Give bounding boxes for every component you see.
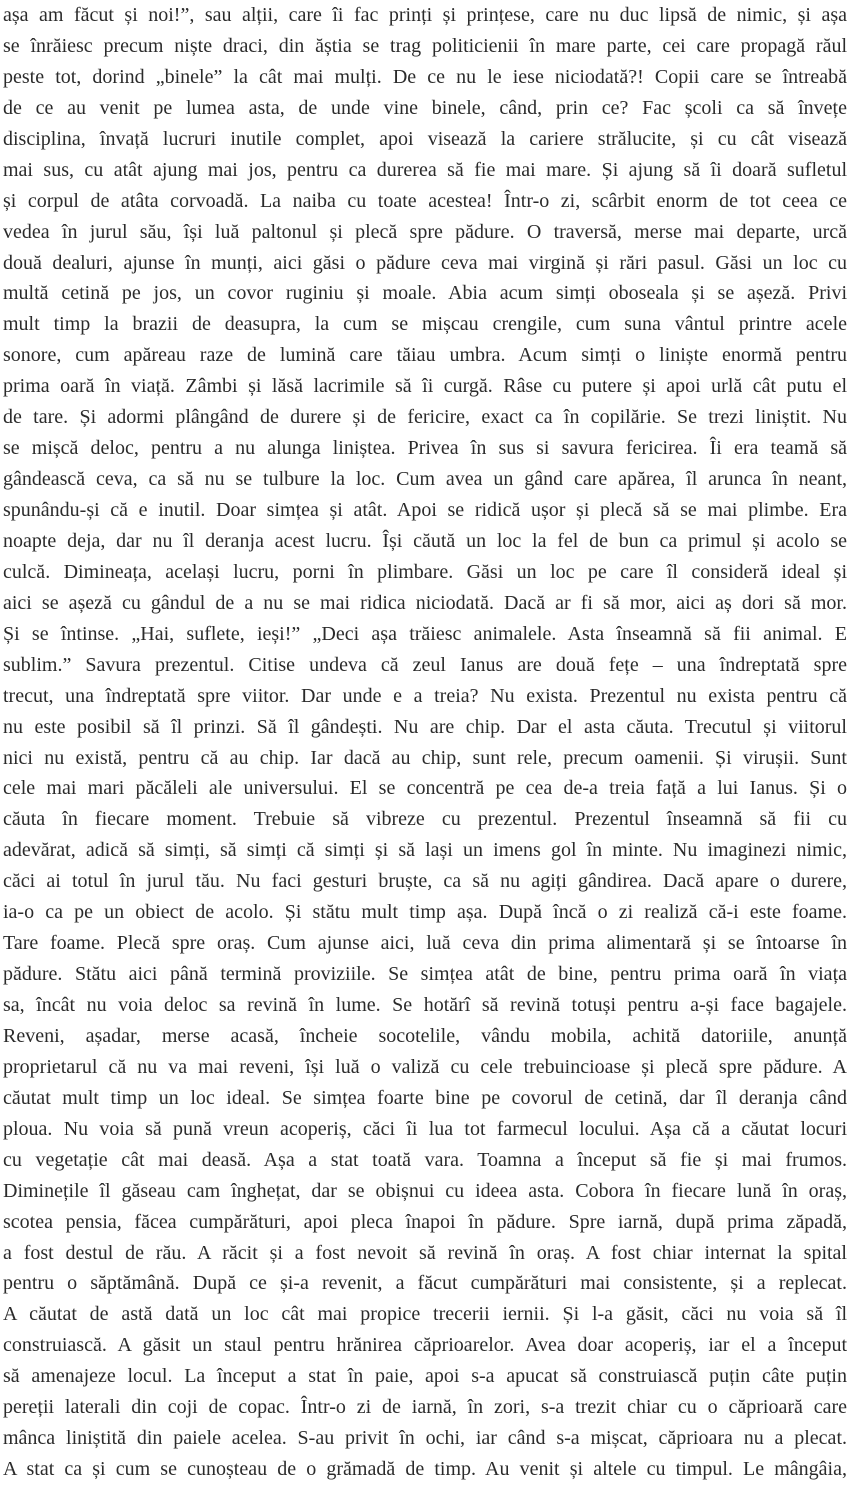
text-line: culcă. Dimineața, același lucru, porni în plimbare. Găsi un loc pe care îl consideră ideal și xyxy=(3,560,847,583)
text-line: sa, încât nu voia deloc sa revină în lume. Se hotărî să revină totuși pentru a-și face bagajele. xyxy=(3,994,847,1016)
text-line: construiască. A găsit un staul pentru hrănirea căprioarelor. Avea doar acoperiș, iar el a început xyxy=(3,1334,847,1357)
text-line: noapte deja, dar nu îl deranja acest lucru. Își căută un loc la fel de bun ca primul și acolo se xyxy=(3,529,847,552)
body-text xyxy=(3,0,847,1485)
text-line: vedea în jurul său, își luă paltonul și plecă spre pădure. O traversă, merse mai departe, urcă xyxy=(3,220,847,243)
text-line: căuta în fiecare moment. Trebuie să vibreze cu prezentul. Prezentul înseamnă să fii cu xyxy=(3,808,847,831)
text-line: ploua. Nu voia să pună vreun acoperiș, căci îi lua tot farmecul locului. Așa că a căutat locuri xyxy=(3,1117,847,1140)
text-line: cele mai mari păcăleli ale universului. El se concentră pe cea de-a treia față a lui Ianus. Și o xyxy=(3,777,847,800)
text-line: A căutat de astă dată un loc cât mai propice trecerii iernii. Și l-a găsit, căci nu voia să îl xyxy=(3,1303,847,1326)
text-line: ia-o ca pe un obiect de acolo. Și stătu mult timp așa. După încă o zi realiză că-i este foame. xyxy=(3,901,847,924)
text-line: căci ai totul în jurul tău. Nu faci gesturi bruște, ca să nu agiți gândirea. Dacă apare o durere, xyxy=(3,870,847,893)
text-line: și corpul de atâta corvoadă. La naiba cu toate acestea! Într-o zi, scârbit enorm de tot ceea ce xyxy=(3,189,847,212)
text-line: multă cetină pe jos, un covor ruginiu și moale. Abia acum simți oboseala și se așeză. Privi xyxy=(3,282,847,305)
text-line: mult timp la brazii de deasupra, la cum se mișcau crengile, cum suna vântul printre acele xyxy=(3,313,847,336)
text-line: nu este posibil să îl prinzi. Să îl gândești. Nu are chip. Dar el asta căuta. Trecutul și viitorul xyxy=(3,715,847,738)
text-line: se mișcă deloc, pentru a nu alunga liniștea. Privea în sus si savura fericirea. Îi era teamă să xyxy=(3,437,847,460)
text-line: de tare. Și adormi plângând de durere și de fericire, exact ca în copilărie. Se trezi liniștit. Nu xyxy=(3,406,847,429)
text-line: Reveni, așadar, merse acasă, încheie socotelile, vându mobila, achită datoriile, anunță xyxy=(3,1024,847,1047)
text-line: Și se întinse. „Hai, suflete, ieși!” „Deci așa trăiesc animalele. Asta înseamnă să fii animal. E xyxy=(3,622,847,645)
text-line: prima oară în viață. Zâmbi și lăsă lacrimile să îi curgă. Râse cu putere și apoi urlă cât putu el xyxy=(3,375,847,398)
text-line: A stat ca și cum se cunoșteau de o grămadă de timp. Au venit și altele cu timpul. Le mângâia, xyxy=(3,1458,847,1481)
text-line: de ce au venit pe lumea asta, de unde vine binele, când, prin ce? Fac școli ca să învețe xyxy=(3,96,847,119)
text-line: a fost destul de rău. A răcit și a fost nevoit să revină în oraș. A fost chiar internat la spital xyxy=(3,1241,847,1264)
text-line: adevărat, adică să simți, să simți că simți și să lași un imens gol în minte. Nu imaginezi nimic, xyxy=(3,839,847,862)
text-line: proprietarul că nu va mai reveni, își luă o valiză cu cele trebuincioase și plecă spre pădure. A xyxy=(3,1055,847,1078)
text-line: pereții laterali din coji de copac. Într-o zi de iarnă, în zori, s-a trezit chiar cu o căprioară care xyxy=(3,1396,847,1419)
text-line: să amenajeze locul. La început a stat în paie, apoi s-a apucat să construiască puțin câte puțin xyxy=(3,1365,847,1388)
text-line: trecut, una îndreptată spre viitor. Dar unde e a treia? Nu exista. Prezentul nu exista pentru că xyxy=(3,684,847,707)
text-line: aici se așeză cu gândul de a nu se mai ridica niciodată. Dacă ar fi să mor, aici aș dori să mor. xyxy=(3,591,847,614)
text-line: scotea pensia, făcea cumpărături, apoi pleca înapoi în pădure. Spre iarnă, după prima zăpadă, xyxy=(3,1210,847,1233)
text-line: mai sus, cu atât ajung mai jos, pentru ca durerea să fie mai mare. Și ajung să îi doară sufletul xyxy=(3,158,847,181)
text-line: pentru o săptămână. După ce și-a revenit, a făcut cumpărături mai consistente, și a replecat. xyxy=(3,1272,847,1295)
text-line: pădure. Stătu aici până termină proviziile. Se simțea atât de bine, pentru prima oară în viața xyxy=(3,963,847,986)
text-line: nici nu există, pentru că au chip. Iar dacă au chip, sunt rele, precum oamenii. Și virușii. Sunt xyxy=(3,746,847,769)
text-line: peste tot, dorind „binele” la cât mai mulți. De ce nu le iese niciodată?! Copii care se întreabă xyxy=(3,65,847,88)
text-line: două dealuri, ajunse în munți, aici găsi o pădure ceva mai virgină și rări pasul. Găsi un loc cu xyxy=(3,251,847,274)
text-line: mânca liniștită din paiele acelea. S-au privit în ochi, iar când s-a mișcat, căprioara nu a plecat. xyxy=(3,1427,847,1450)
text-line: sonore, cum apăreau raze de lumină care tăiau umbra. Acum simți o liniște enormă pentru xyxy=(3,344,847,367)
text-line: sublim.” Savura prezentul. Citise undeva că zeul Ianus are două fețe – una îndreptată spre xyxy=(3,653,847,676)
text-line: Tare foame. Plecă spre oraș. Cum ajunse aici, luă ceva din prima alimentară și se întoarse în xyxy=(3,932,847,955)
text-line: cu vegetație cât mai deasă. Așa a stat toată vara. Toamna a început să fie și mai frumos. xyxy=(3,1148,847,1171)
text-line: disciplina, învață lucruri inutile complet, apoi visează la cariere strălucite, și cu cât visează xyxy=(3,127,847,150)
text-line: se înrăiesc precum niște draci, din ăștia se trag politicienii în mare parte, cei care propagă răul xyxy=(3,34,847,57)
text-line: spunându-și că e inutil. Doar simțea și atât. Apoi se ridică ușor și plecă să se mai plimbe. Era xyxy=(3,499,847,521)
text-line: Diminețile îl găseau cam înghețat, dar se obișnui cu ideea asta. Cobora în fiecare lună în oraș, xyxy=(3,1179,847,1202)
text-line: gândească ceva, ca să nu se tulbure la loc. Cum avea un gând care apărea, îl arunca în neant, xyxy=(3,468,847,491)
text-line: așa am făcut și noi!”, sau alții, care îi fac prinți și prințese, care nu duc lipsă de nimic, și așa xyxy=(3,4,847,26)
text-line: căutat mult timp un loc ideal. Se simțea foarte bine pe covorul de cetină, dar îl deranja când xyxy=(3,1086,847,1109)
